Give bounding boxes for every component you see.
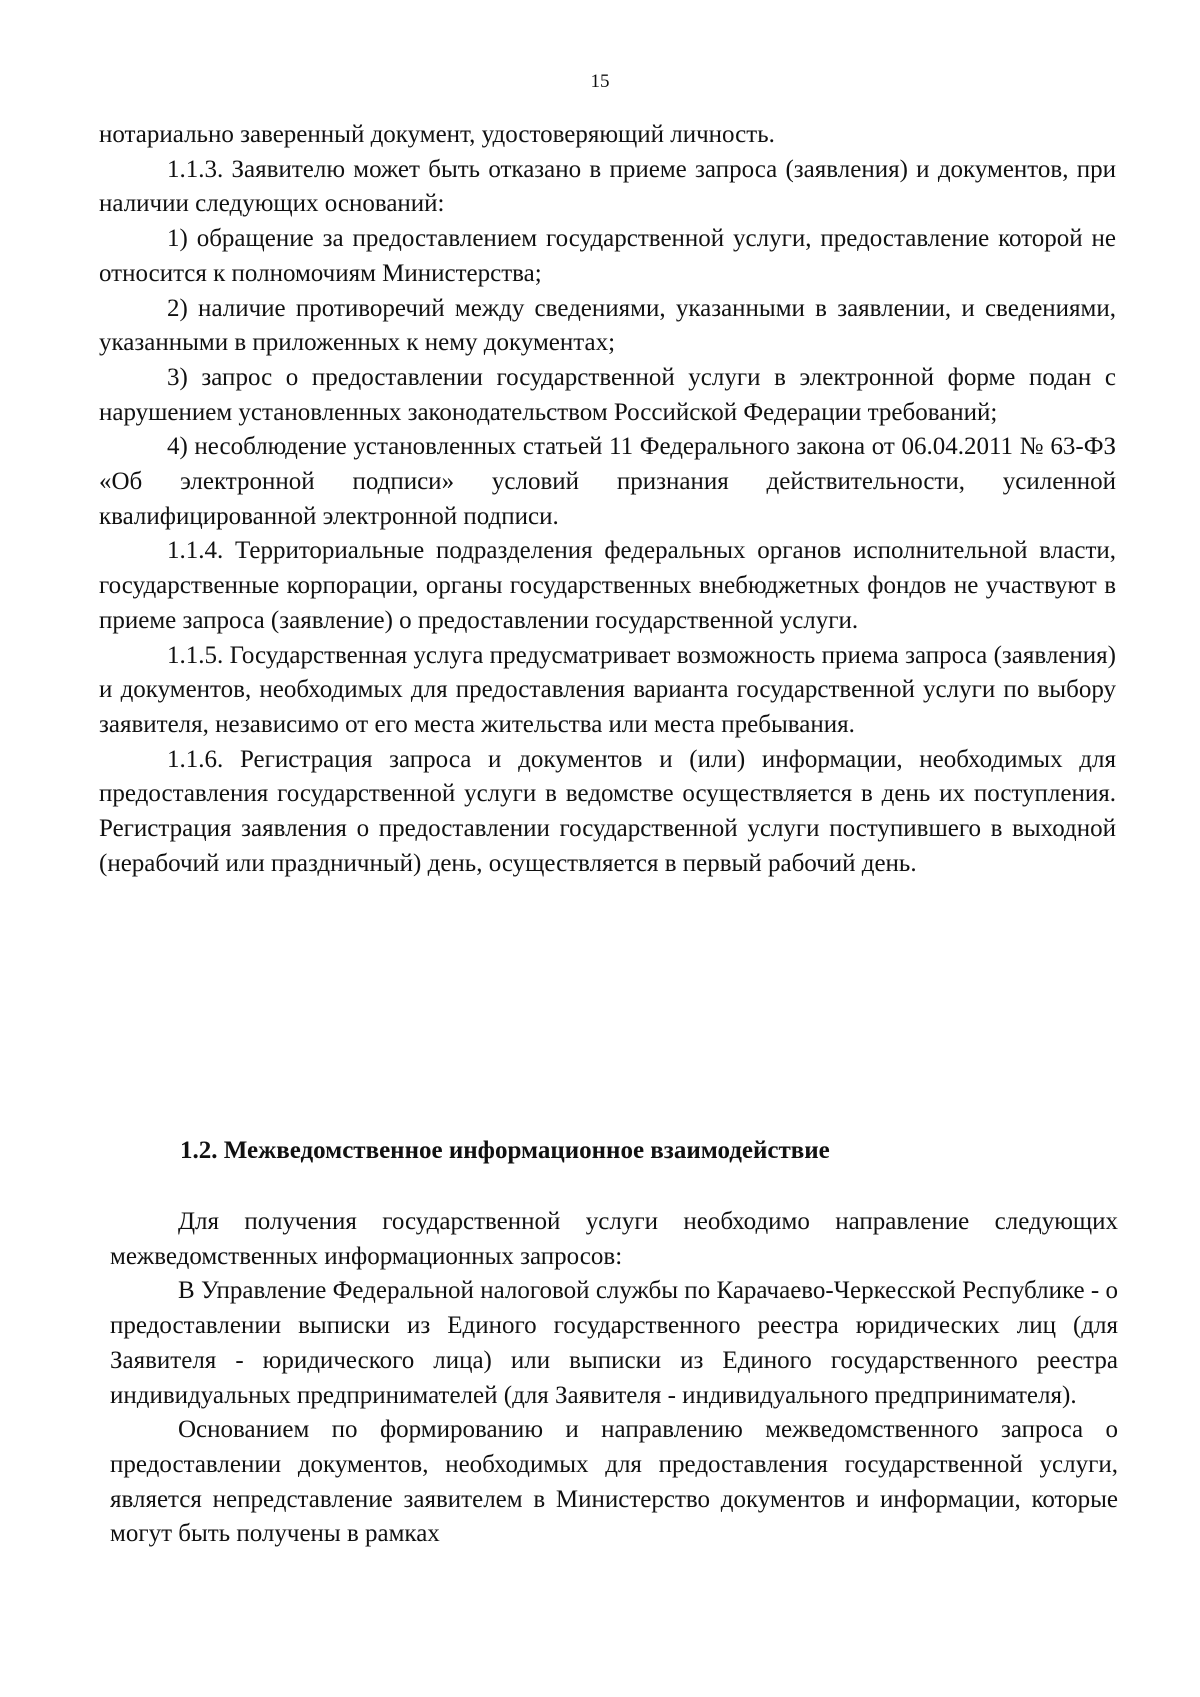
list-item-4: 4) несоблюдение установленных статьей 11 Федерального закона от 06.04.2011 № 63-ФЗ «Об электронной подписи» условий признания действительности, усиленной квалифицированной электронной подписи.	[99, 433, 1116, 530]
page-number: 15	[590, 71, 610, 92]
paragraph-1-1-4: 1.1.4. Территориальные подразделения федеральных органов исполнительной власти, государственные корпорации, органы государственных внебюджетных фондов не участвуют в приеме запроса (заявление) о предоставлении государственной услуги.	[99, 537, 1116, 634]
section-1-1-body	[99, 118, 1116, 881]
paragraph-1-1-5: 1.1.5. Государственная услуга предусматривает возможность приема запроса (заявления) и документов, необходимых для предоставления варианта государственной услуги по выбору заявителя, независимо от его места жительства или места пребывания.	[99, 641, 1116, 738]
section-1-2-heading: 1.2. Межведомственное информационное взаимодействие	[180, 1137, 830, 1164]
list-item-3: 3) запрос о предоставлении государственной услуги в электронной форме подан с нарушением установленных законодательством Российской Федерации требований;	[99, 363, 1116, 426]
paragraph-1-1-3: 1.1.3. Заявителю может быть отказано в приеме запроса (заявления) и документов, при наличии следующих оснований:	[99, 155, 1116, 218]
list-item-1: 1) обращение за предоставлением государственной услуги, предоставление которой не относится к полномочиям Министерства;	[99, 225, 1116, 287]
paragraph-intro: Для получения государственной услуги необходимо направление следующих межведомственных информационных запросов:	[110, 1208, 1118, 1270]
paragraph-continuation: нотариально заверенный документ, удостоверяющий личность.	[99, 121, 775, 148]
paragraph-basis: Основанием по формированию и направлению межведомственного запроса о предоставлении документов, необходимых для предоставления государственной услуги, является непредставление заявителем в Министерство документов и информации, которые могут быть получены в рамках	[110, 1416, 1118, 1548]
paragraph-1-1-6: 1.1.6. Регистрация запроса и документов и (или) информации, необходимых для предоставления государственной услуги в ведомстве осуществляется в день их поступления. Регистрация заявления о предоставлении государственной услуги поступившего в выходной (нерабочий или праздничный) день, осуществляется в первый рабочий день.	[99, 745, 1116, 877]
section-1-2-body	[110, 1205, 1118, 1552]
paragraph-fns-request: В Управление Федеральной налоговой службы по Карачаево-Черкесской Республике - о предоставлении выписки из Единого государственного реестра юридических лиц (для Заявителя - юридического лица) или выписки из Единого государственного реестра индивидуальных предпринимателей (для Заявителя - индивидуального предпринимателя).	[110, 1277, 1118, 1409]
list-item-2: 2) наличие противоречий между сведениями, указанными в заявлении, и сведениями, указанными в приложенных к нему документах;	[99, 294, 1116, 357]
